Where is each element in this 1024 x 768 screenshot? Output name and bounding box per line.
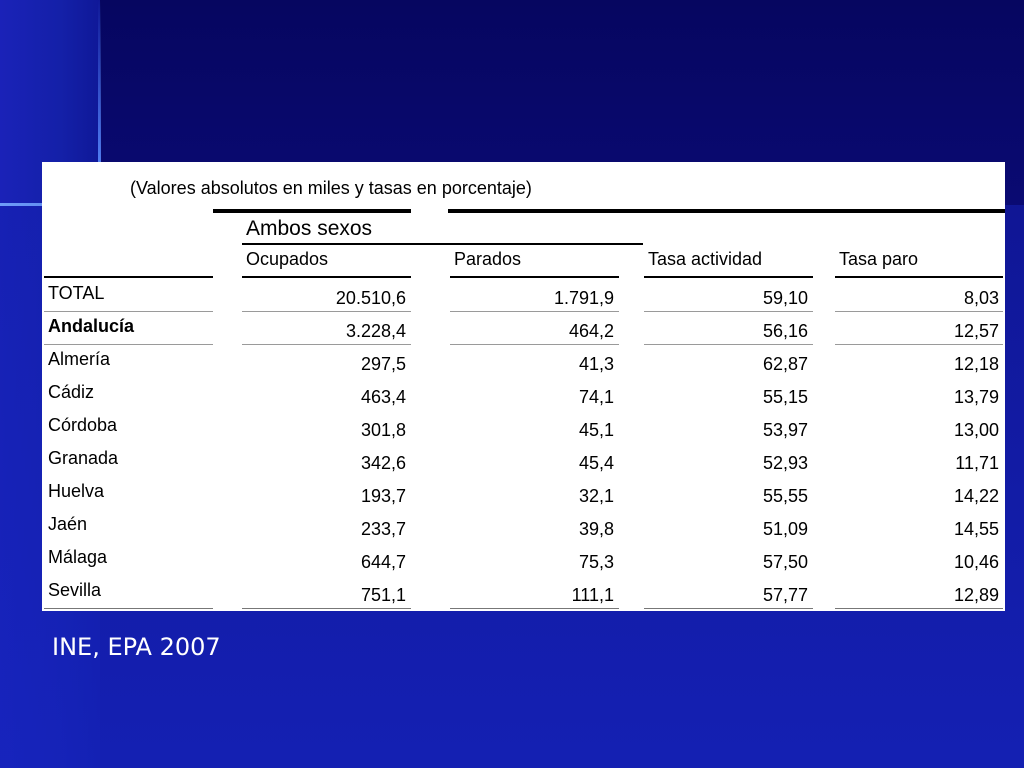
header-bottom-rule-name [44, 276, 213, 278]
row-label: Córdoba [48, 415, 118, 435]
table-bottom-rule-c3 [644, 608, 813, 609]
row-label: Almería [48, 349, 111, 369]
table-row [42, 345, 1005, 378]
source-caption: INE, EPA 2007 [52, 633, 221, 661]
table-row [42, 477, 1005, 510]
cell-parados: 32,1 [578, 486, 614, 506]
cell-tasa-actividad: 56,16 [762, 321, 808, 341]
table-bottom-rule-c1 [242, 608, 411, 609]
cell-ocupados: 301,8 [360, 420, 406, 440]
cell-tasa-actividad: 55,55 [762, 486, 808, 506]
table-row [42, 378, 1005, 411]
cell-parados: 464,2 [568, 321, 614, 341]
column-header-tasa-actividad: Tasa actividad [648, 249, 763, 269]
cell-parados: 45,4 [578, 453, 614, 473]
cell-ocupados: 297,5 [360, 354, 406, 374]
cell-ocupados: 463,4 [360, 387, 406, 407]
group-header-underline [242, 243, 643, 245]
cell-tasa-paro: 13,00 [953, 420, 999, 440]
cell-parados: 41,3 [578, 354, 614, 374]
table-subtitle: (Valores absolutos en miles y tasas en porcentaje) [130, 178, 532, 198]
cell-tasa-actividad: 55,15 [762, 387, 808, 407]
table-row [42, 279, 1005, 312]
cell-parados: 45,1 [578, 420, 614, 440]
row-label: Granada [48, 448, 119, 468]
row-label: Málaga [48, 547, 108, 567]
cell-tasa-paro: 14,55 [953, 519, 999, 539]
cell-tasa-actividad: 57,50 [762, 552, 808, 572]
cell-tasa-paro: 12,18 [953, 354, 999, 374]
cell-tasa-actividad: 57,77 [762, 585, 808, 605]
group-header: Ambos sexos [246, 217, 373, 240]
cell-parados: 39,8 [578, 519, 614, 539]
column-header-tasa-paro: Tasa paro [839, 249, 919, 269]
cell-tasa-actividad: 59,10 [762, 288, 808, 308]
row-label: Andalucía [48, 316, 135, 336]
cell-parados: 111,1 [571, 585, 614, 605]
column-header-ocupados: Ocupados [246, 249, 329, 269]
cell-ocupados: 233,7 [360, 519, 406, 539]
row-label: Cádiz [48, 382, 95, 402]
table-row [42, 576, 1005, 609]
cell-ocupados: 342,6 [360, 453, 406, 473]
cell-tasa-paro: 14,22 [953, 486, 999, 506]
cell-tasa-paro: 11,71 [955, 453, 999, 473]
row-label: Jaén [48, 514, 88, 534]
header-rule-left [213, 209, 411, 213]
row-label: Sevilla [48, 580, 102, 600]
cell-tasa-actividad: 62,87 [762, 354, 808, 374]
cell-parados: 74,1 [578, 387, 614, 407]
cell-parados: 1.791,9 [553, 288, 614, 308]
row-label: TOTAL [48, 283, 105, 303]
cell-ocupados: 20.510,6 [335, 288, 406, 308]
table-row [42, 312, 1005, 345]
cell-ocupados: 3.228,4 [345, 321, 406, 341]
table-row [42, 411, 1005, 444]
cell-ocupados: 751,1 [360, 585, 406, 605]
header-bottom-rule-c1 [242, 276, 411, 278]
cell-tasa-paro: 12,57 [953, 321, 999, 341]
row-label: Huelva [48, 481, 105, 501]
cell-tasa-actividad: 52,93 [762, 453, 808, 473]
column-header-parados: Parados [454, 249, 522, 269]
cell-tasa-actividad: 53,97 [762, 420, 808, 440]
cell-tasa-paro: 13,79 [953, 387, 999, 407]
cell-ocupados: 193,7 [360, 486, 406, 506]
header-bottom-rule-c4 [835, 276, 1003, 278]
cell-tasa-paro: 10,46 [953, 552, 999, 572]
header-rule-right [448, 209, 1005, 213]
cell-ocupados: 644,7 [360, 552, 406, 572]
cell-tasa-paro: 8,03 [963, 288, 999, 308]
cell-tasa-actividad: 51,09 [762, 519, 808, 539]
cell-parados: 75,3 [578, 552, 614, 572]
table-row [42, 543, 1005, 576]
header-bottom-rule-c2 [450, 276, 619, 278]
table-bottom-rule-name [44, 608, 213, 609]
data-table-panel [42, 162, 1005, 611]
table-bottom-rule-c4 [835, 608, 1003, 609]
header-bottom-rule-c3 [644, 276, 813, 278]
table-row [42, 510, 1005, 543]
table-bottom-rule-c2 [450, 608, 619, 609]
table-row [42, 444, 1005, 477]
cell-tasa-paro: 12,89 [953, 585, 999, 605]
